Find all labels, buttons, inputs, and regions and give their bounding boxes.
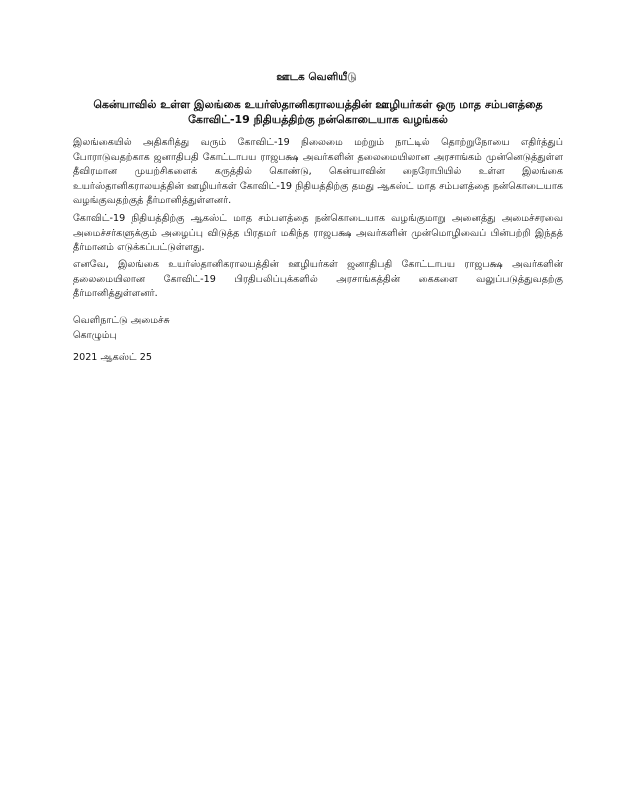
signature-ministry: வெளிநாட்டு அமைச்சு [73,315,170,326]
body-paragraph-2: கோவிட்-19 நிதியத்திற்கு ஆகஸ்ட் மாத சம்பளத்தை நன்கொடையாக வழங்குமாறு அனைத்து அமைச்சரவை அமைச்சர்களுக்கும் அழைப்பு விடுத்த பிரதமர் மகிந்த ராஜபக்ஷ அவர்களின் முன்மொழிவைப் பின்பற்றி இந்தத் தீர்மானம் எடுக்கப்பட்டுள்ளது. [73,213,563,253]
body-paragraph-3: எனவே, இலங்கை உயர்ஸ்தானிகராலயத்தின் ஊழியர்கள் ஜனாதிபதி கோட்டாபய ராஜபக்ஷ அவர்களின் தலைமையிலான கோவிட்-19 பிரதிபலிப்புக்களில் அரசாங்கத்தின் கைகளை வலுப்படுத்துவதற்கு தீர்மானித்துள்ளனர். [73,259,563,299]
body-paragraph-1: இலங்கையில் அதிகரித்து வரும் கோவிட்-19 நிலைமை மற்றும் நாட்டில் தொற்றுநோயை எதிர்த்துப் போராடுவதற்காக ஜனாதிபதி கோட்டாபய ராஜபக்ஷ அவர்களின் தலைமையிலான அரசாங்கம் முன்னெடுத்துள்ள தீவிரமான முயற்சிகளைக் கருத்தில் கொண்டு, கென்யாவின் நைரோபியில் உள்ள இலங்கை உயர்ஸ்தானிகராலயத்தின் ஊழியர்கள் கோவிட்-19 நிதியத்திற்கு தமது ஆகஸ்ட் மாத சம்பளத்தை நன்கொடையாக வழங்குவதற்குத் தீர்மானித்துள்ளனர். [73,137,563,206]
signature-city: கொழும்பு [73,330,117,341]
release-date: 2021 ஆகஸ்ட் 25 [73,352,152,363]
press-release-title: கென்யாவில் உள்ள இலங்கை உயர்ஸ்தானிகராலயத்தின் ஊழியர்கள் ஒரு மாத சம்பளத்தை கோவிட்-19 நிதியத்திற்கு நன்கொடையாக வழங்கல் [93,98,543,126]
signature-block [73,313,170,343]
document-label: ஊடக வெளியீடு [276,71,357,83]
